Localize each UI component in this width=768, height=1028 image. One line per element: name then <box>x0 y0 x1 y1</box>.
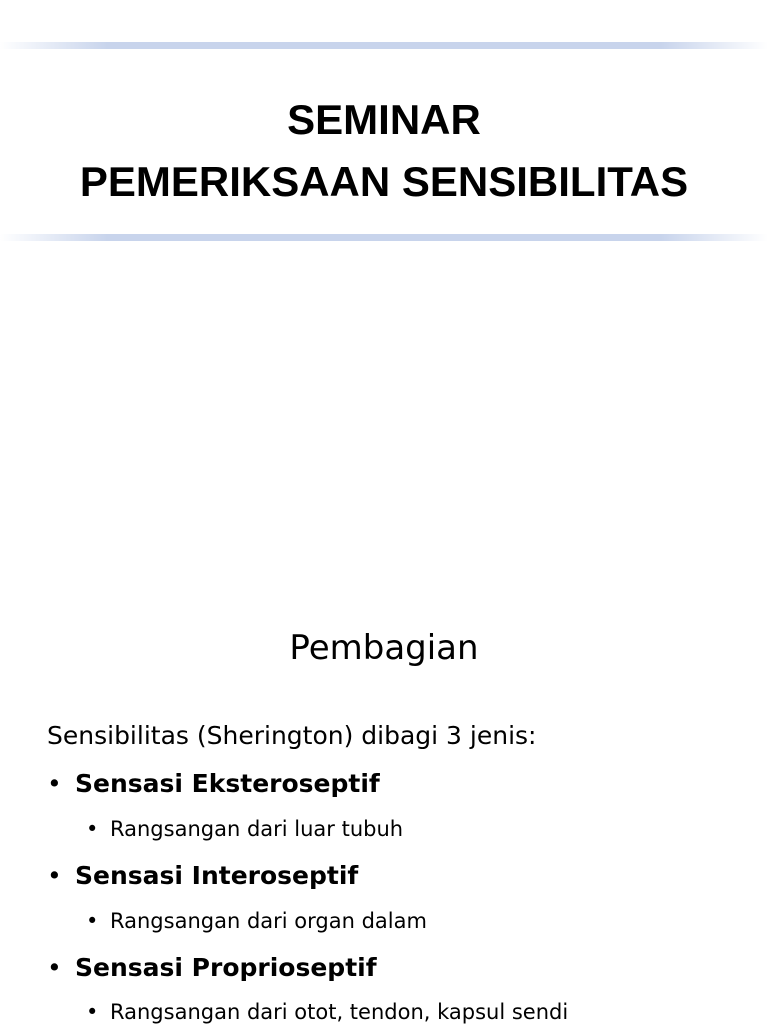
sub-bullet-item <box>86 905 427 937</box>
slide-2-title: Pembagian <box>289 628 479 668</box>
bullet-icon: • <box>47 953 62 982</box>
bullet-item <box>47 950 377 986</box>
bullet-item <box>47 858 358 894</box>
decorative-band-bottom <box>0 234 768 241</box>
decorative-band-top <box>0 42 768 49</box>
slide-title-line-2: PEMERIKSAAN SENSIBILITAS <box>79 158 689 205</box>
bullet-icon: • <box>86 817 99 841</box>
intro-text: Sensibilitas (Sherington) dibagi 3 jenis: <box>47 721 537 750</box>
bullet-label: Sensasi Proprioseptif <box>75 953 377 982</box>
slide-title-line-1: SEMINAR <box>287 96 481 143</box>
bullet-icon: • <box>86 909 99 933</box>
sub-bullet-item <box>86 813 403 845</box>
sub-bullet-label: Rangsangan dari luar tubuh <box>110 817 404 841</box>
bullet-label: Sensasi Eksteroseptif <box>75 769 380 798</box>
bullet-label: Sensasi Interoseptif <box>75 861 359 890</box>
sub-bullet-label: Rangsangan dari organ dalam <box>110 909 427 933</box>
sub-bullet-label: Rangsangan dari otot, tendon, kapsul sendi <box>110 1000 569 1024</box>
sub-bullet-item <box>86 996 568 1028</box>
bullet-icon: • <box>47 769 62 798</box>
bullet-icon: • <box>86 1000 99 1024</box>
bullet-icon: • <box>47 861 62 890</box>
bullet-item <box>47 766 380 802</box>
